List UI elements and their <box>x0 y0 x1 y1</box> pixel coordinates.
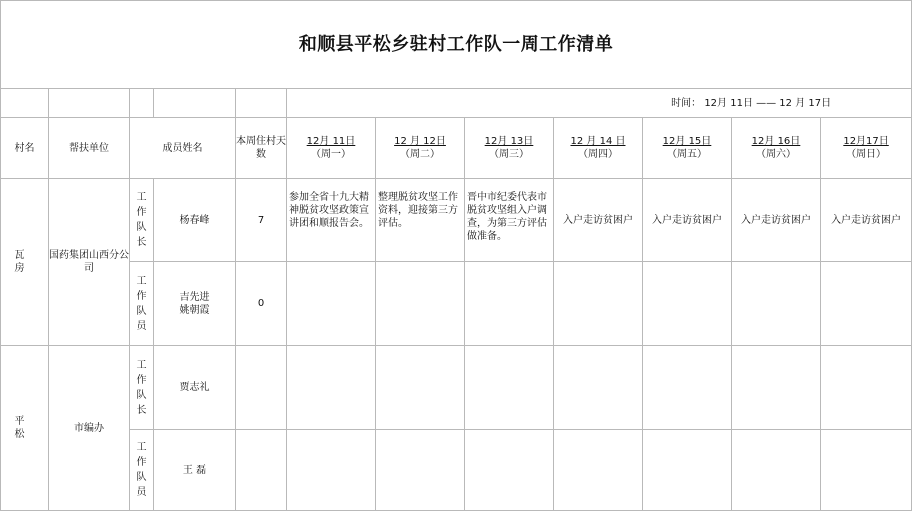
empty-cell[interactable] <box>554 346 643 430</box>
empty-cell[interactable] <box>732 430 821 511</box>
member-name: 王 磊 <box>154 430 236 511</box>
header-day-fri <box>643 118 732 179</box>
day-weekday: （周五） <box>667 149 707 160</box>
leader-days: 7 <box>236 179 287 262</box>
day-weekday: （周一） <box>311 149 351 160</box>
member-days: 0 <box>236 262 287 346</box>
member-name: 吉先进 <box>179 291 210 303</box>
empty-cell[interactable] <box>130 89 154 118</box>
task-cell: 参加全省十九大精神脱贫攻坚政策宣讲团和顺报告会。 <box>287 179 376 262</box>
empty-cell[interactable] <box>732 346 821 430</box>
member-name: 姚朝霞 <box>179 304 210 316</box>
empty-cell[interactable] <box>643 346 732 430</box>
header-unit: 帮扶单位 <box>49 118 130 179</box>
empty-cell[interactable] <box>821 262 912 346</box>
empty-cell[interactable] <box>287 346 376 430</box>
header-day-sat <box>732 118 821 179</box>
empty-cell[interactable] <box>236 346 287 430</box>
day-date: 12月 15日 <box>662 136 712 147</box>
member-names <box>154 262 236 346</box>
empty-cell[interactable] <box>465 430 554 511</box>
day-weekday: （周六） <box>756 149 796 160</box>
empty-cell[interactable] <box>49 89 130 118</box>
sheet-title: 和顺县平松乡驻村工作队一周工作清单 <box>1 1 912 89</box>
day-date: 12月17日 <box>843 136 889 147</box>
header-day-thu <box>554 118 643 179</box>
empty-cell[interactable] <box>287 430 376 511</box>
task-cell: 入户走访贫困户 <box>643 179 732 262</box>
empty-cell[interactable] <box>821 430 912 511</box>
leader-name: 杨春峰 <box>154 179 236 262</box>
role-label: 工作队长 <box>136 359 147 416</box>
day-weekday: （周二） <box>400 149 440 160</box>
task-cell: 入户走访贫困户 <box>554 179 643 262</box>
day-weekday: （周四） <box>578 149 618 160</box>
day-weekday: （周三） <box>489 149 529 160</box>
role-cell <box>130 430 154 511</box>
date-range: 时间： 12月 11日 —— 12 月 17日 <box>287 89 912 118</box>
day-date: 12月 16日 <box>751 136 801 147</box>
task-cell: 整理脱贫攻坚工作资料，迎接第三方评估。 <box>376 179 465 262</box>
role-cell <box>130 262 154 346</box>
empty-cell[interactable] <box>376 262 465 346</box>
empty-cell[interactable] <box>821 346 912 430</box>
empty-cell[interactable] <box>465 262 554 346</box>
empty-cell[interactable] <box>465 346 554 430</box>
empty-cell[interactable] <box>376 346 465 430</box>
empty-cell[interactable] <box>554 262 643 346</box>
role-label: 工作队长 <box>136 192 147 248</box>
task-cell: 晋中市纪委代表市脱贫攻坚组入户调查，为第三方评估做准备。 <box>465 179 554 262</box>
empty-cell[interactable] <box>236 89 287 118</box>
role-cell <box>130 179 154 262</box>
day-date: 12 月 14 日 <box>570 136 626 147</box>
header-village: 村名 <box>1 118 49 179</box>
header-days: 本周住村天数 <box>236 118 287 179</box>
empty-cell[interactable] <box>154 89 236 118</box>
empty-cell[interactable] <box>732 262 821 346</box>
empty-cell[interactable] <box>643 262 732 346</box>
header-day-sun <box>821 118 912 179</box>
empty-cell[interactable] <box>643 430 732 511</box>
day-date: 12月 13日 <box>484 136 534 147</box>
empty-cell[interactable] <box>554 430 643 511</box>
empty-cell[interactable] <box>236 430 287 511</box>
empty-cell[interactable] <box>287 262 376 346</box>
role-label: 工作队员 <box>136 442 147 498</box>
task-cell: 入户走访贫困户 <box>732 179 821 262</box>
day-weekday: （周日） <box>846 149 887 160</box>
day-date: 12 月 12日 <box>394 136 446 147</box>
header-day-tue <box>376 118 465 179</box>
empty-cell[interactable] <box>1 89 49 118</box>
village-name: 瓦 房 <box>1 179 49 346</box>
role-label: 工作队员 <box>136 275 147 332</box>
support-unit: 市编办 <box>49 346 130 511</box>
role-cell <box>130 346 154 430</box>
task-cell: 入户走访贫困户 <box>821 179 912 262</box>
day-date: 12月 11日 <box>306 136 356 147</box>
empty-cell[interactable] <box>376 430 465 511</box>
village-name: 平 松 <box>1 346 49 511</box>
leader-name: 贾志礼 <box>154 346 236 430</box>
header-members: 成员姓名 <box>130 118 236 179</box>
support-unit: 国药集团山西分公司 <box>49 179 130 346</box>
header-day-mon <box>287 118 376 179</box>
header-day-wed <box>465 118 554 179</box>
